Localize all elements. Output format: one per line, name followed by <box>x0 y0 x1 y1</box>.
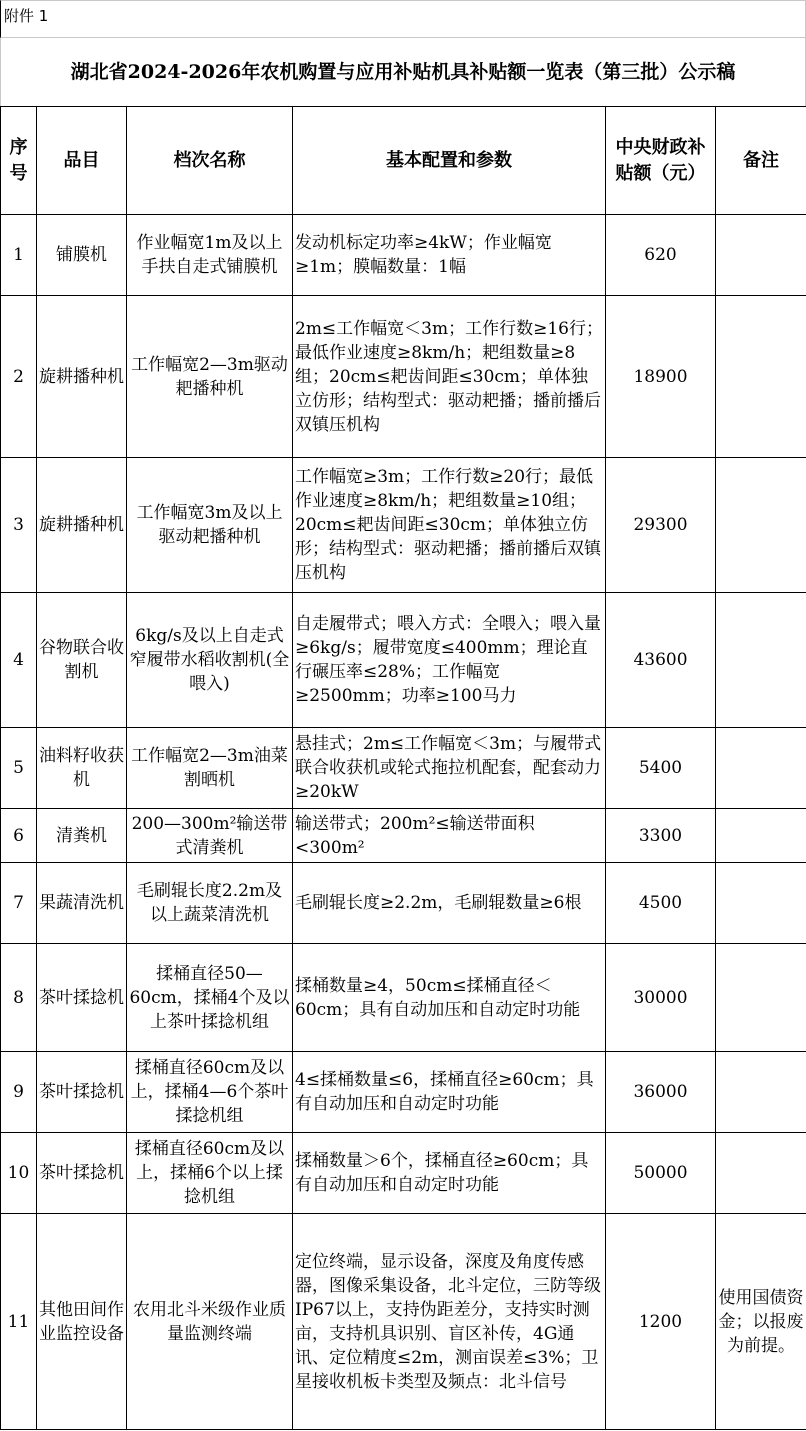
cell-grade: 工作幅宽2—3m油菜割晒机 <box>127 728 293 809</box>
cell-grade: 6kg/s及以上自走式窄履带水稻收割机(全喂入) <box>127 593 293 728</box>
cell-grade: 揉桶直径50—60cm，揉桶4个及以上茶叶揉捻机组 <box>127 944 293 1052</box>
cell-config: 发动机标定功率≥4kW；作业幅宽≥1m；膜幅数量：1幅 <box>293 215 606 296</box>
header-config: 基本配置和参数 <box>293 107 606 215</box>
cell-subsidy: 3300 <box>606 809 716 863</box>
subsidy-table <box>0 106 806 1430</box>
cell-config: 揉桶数量≥4，50cm≤揉桶直径＜60cm；具有自动加压和自动定时功能 <box>293 944 606 1052</box>
cell-grade: 200—300m²输送带式清粪机 <box>127 809 293 863</box>
cell-item: 旋耕播种机 <box>37 296 127 458</box>
cell-remark <box>716 1133 806 1214</box>
cell-seq: 7 <box>1 863 37 944</box>
table-row <box>1 809 806 863</box>
table-row <box>1 1133 806 1214</box>
cell-item: 果蔬清洗机 <box>37 863 127 944</box>
cell-grade: 揉桶直径60cm及以上，揉桶6个以上揉捻机组 <box>127 1133 293 1214</box>
cell-seq: 4 <box>1 593 37 728</box>
cell-item: 旋耕播种机 <box>37 458 127 593</box>
cell-grade: 揉桶直径60cm及以上，揉桶4—6个茶叶揉捻机组 <box>127 1052 293 1133</box>
page-title: 湖北省2024-2026年农机购置与应用补贴机具补贴额一览表（第三批）公示稿 <box>70 61 736 83</box>
cell-grade: 农用北斗米级作业质量监测终端 <box>127 1214 293 1430</box>
table-row <box>1 944 806 1052</box>
header-seq: 序号 <box>1 107 37 215</box>
cell-item: 谷物联合收割机 <box>37 593 127 728</box>
header-subsidy: 中央财政补贴额（元） <box>606 107 716 215</box>
cell-subsidy: 36000 <box>606 1052 716 1133</box>
title-row <box>0 38 806 106</box>
cell-seq: 3 <box>1 458 37 593</box>
cell-item: 清粪机 <box>37 809 127 863</box>
table-row <box>1 215 806 296</box>
table-row <box>1 1214 806 1430</box>
cell-seq: 6 <box>1 809 37 863</box>
cell-remark <box>716 215 806 296</box>
cell-seq: 5 <box>1 728 37 809</box>
cell-config: 悬挂式；2m≤工作幅宽＜3m；与履带式联合收获机或轮式拖拉机配套，配套动力≥20kW <box>293 728 606 809</box>
cell-config: 输送带式；200m²≤输送带面积<300m² <box>293 809 606 863</box>
cell-config: 2m≤工作幅宽＜3m；工作行数≥16行；最低作业速度≥8km/h；耙组数量≥8组；20cm≤耙齿间距≤30cm；单体独立仿形；结构型式：驱动耙播；播前播后双镇压机构 <box>293 296 606 458</box>
cell-subsidy: 18900 <box>606 296 716 458</box>
cell-seq: 9 <box>1 1052 37 1133</box>
cell-remark <box>716 296 806 458</box>
cell-config: 工作幅宽≥3m；工作行数≥20行；最低作业速度≥8km/h；耙组数量≥10组；20cm≤耙齿间距≤30cm；单体独立仿形；结构型式：驱动耙播；播前播后双镇压机构 <box>293 458 606 593</box>
cell-seq: 11 <box>1 1214 37 1430</box>
cell-config: 定位终端，显示设备，深度及角度传感器，图像采集设备，北斗定位，三防等级IP67以上，支持伪距差分，支持实时测亩，支持机具识别、盲区补传，4G通讯、定位精度≤2m，测亩误差≤3%；卫星接收机板卡类型及频点：北斗信号 <box>293 1214 606 1430</box>
cell-remark <box>716 863 806 944</box>
cell-item: 茶叶揉捻机 <box>37 944 127 1052</box>
cell-item: 茶叶揉捻机 <box>37 1133 127 1214</box>
attachment-row <box>0 0 806 38</box>
cell-subsidy: 50000 <box>606 1133 716 1214</box>
cell-config: 毛刷辊长度≥2.2m，毛刷辊数量≥6根 <box>293 863 606 944</box>
table-header-row <box>1 107 806 215</box>
cell-grade: 毛刷辊长度2.2m及以上蔬菜清洗机 <box>127 863 293 944</box>
cell-subsidy: 5400 <box>606 728 716 809</box>
cell-remark <box>716 1052 806 1133</box>
table-row <box>1 728 806 809</box>
cell-subsidy: 30000 <box>606 944 716 1052</box>
cell-subsidy: 43600 <box>606 593 716 728</box>
cell-item: 茶叶揉捻机 <box>37 1052 127 1133</box>
cell-grade: 工作幅宽3m及以上驱动耙播种机 <box>127 458 293 593</box>
table-row <box>1 1052 806 1133</box>
cell-remark <box>716 593 806 728</box>
header-item: 品目 <box>37 107 127 215</box>
cell-config: 自走履带式；喂入方式：全喂入；喂入量≥6kg/s；履带宽度≤400mm；理论直行碾压率≤28%；工作幅宽≥2500mm；功率≥100马力 <box>293 593 606 728</box>
header-grade: 档次名称 <box>127 107 293 215</box>
table-body <box>1 215 806 1430</box>
cell-subsidy: 29300 <box>606 458 716 593</box>
cell-remark: 使用国债资金；以报废为前提。 <box>716 1214 806 1430</box>
cell-remark <box>716 809 806 863</box>
attachment-label: 附件 1 <box>4 7 49 25</box>
cell-seq: 1 <box>1 215 37 296</box>
table-row <box>1 593 806 728</box>
cell-subsidy: 4500 <box>606 863 716 944</box>
cell-subsidy: 620 <box>606 215 716 296</box>
table-row <box>1 863 806 944</box>
cell-item: 铺膜机 <box>37 215 127 296</box>
cell-item: 油料籽收获机 <box>37 728 127 809</box>
cell-remark <box>716 728 806 809</box>
table-row <box>1 458 806 593</box>
cell-config: 4≤揉桶数量≤6，揉桶直径≥60cm；具有自动加压和自动定时功能 <box>293 1052 606 1133</box>
header-remark: 备注 <box>716 107 806 215</box>
table-row <box>1 296 806 458</box>
cell-remark <box>716 458 806 593</box>
cell-item: 其他田间作业监控设备 <box>37 1214 127 1430</box>
cell-subsidy: 1200 <box>606 1214 716 1430</box>
cell-seq: 8 <box>1 944 37 1052</box>
cell-grade: 作业幅宽1m及以上手扶自走式铺膜机 <box>127 215 293 296</box>
cell-remark <box>716 944 806 1052</box>
cell-config: 揉桶数量＞6个，揉桶直径≥60cm；具有自动加压和自动定时功能 <box>293 1133 606 1214</box>
cell-seq: 10 <box>1 1133 37 1214</box>
cell-grade: 工作幅宽2—3m驱动耙播种机 <box>127 296 293 458</box>
cell-seq: 2 <box>1 296 37 458</box>
